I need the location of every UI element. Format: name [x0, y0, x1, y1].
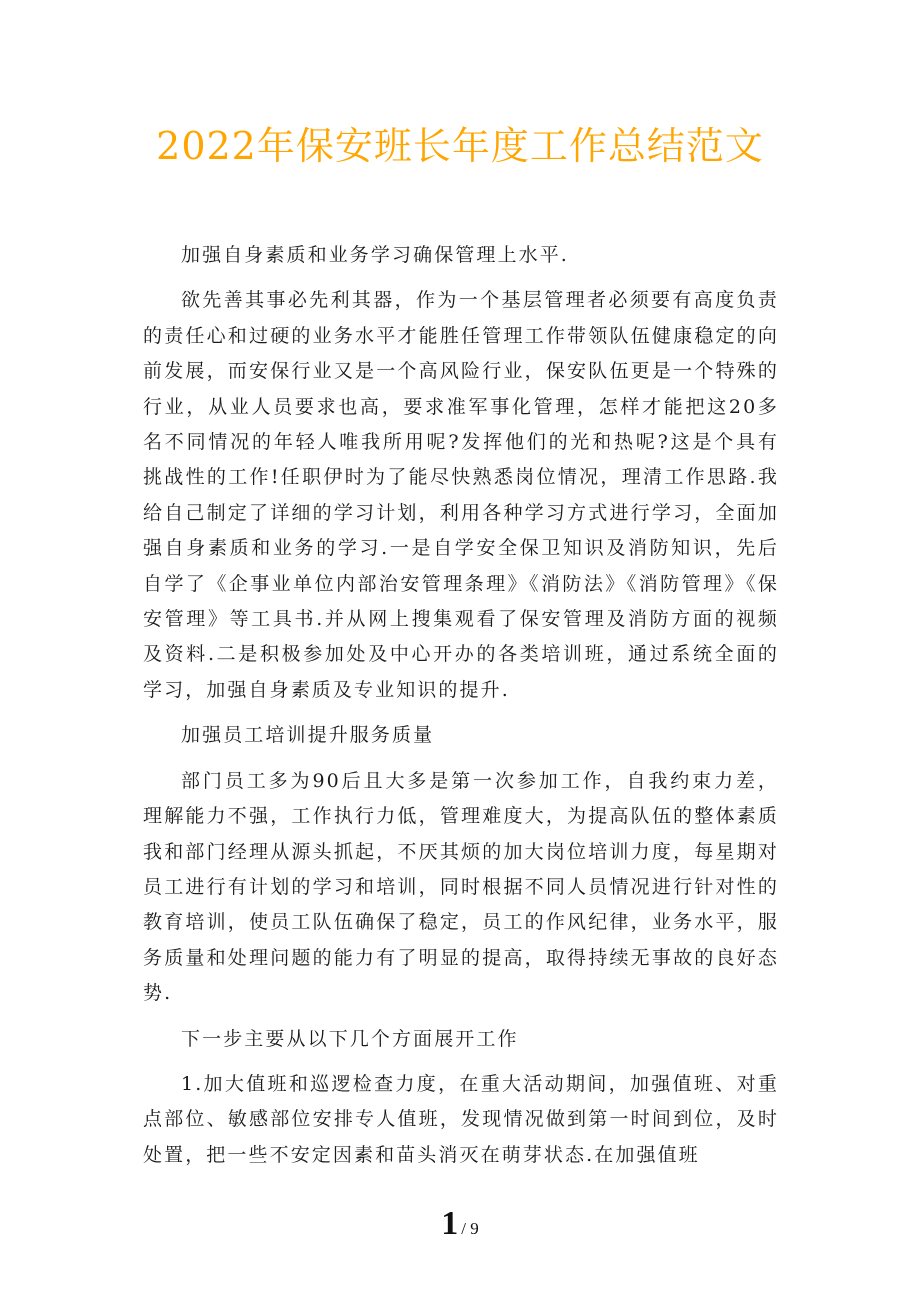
total-pages-label: / 9: [461, 1219, 479, 1238]
paragraph-staff-training: 部门员工多为90后且大多是第一次参加工作，自我约束力差，理解能力不强，工作执行力低，管理难度大，为提高队伍的整体素质我和部门经理从源头抓起，不厌其烦的加大岗位培训力度，每星期对员工进行有计划的学习和培训，同时根据不同人员情况进行针对性的教育培训，使员工队伍确保了稳定，员工的作风纪律，业务水平，服务质量和处理问题的能力有了明显的提高，取得持续无事故的良好态势.: [143, 769, 779, 1005]
document-title: 2022年保安班长年度工作总结范文: [156, 124, 764, 168]
paragraph-self-study: 欲先善其事必先利其器，作为一个基层管理者必须要有高度负责的责任心和过硬的业务水平才能胜任管理工作带领队伍健康稳定的向前发展，而安保行业又是一个高风险行业，保安队伍更是一个特殊的行业，从业人员要求也高，要求准军事化管理，怎样才能把这20多名不同情况的年轻人唯我所用呢?发挥他们的光和热呢?这是个具有挑战性的工作!任职伊时为了能尽快熟悉岗位情况，理清工作思路.我给自己制定了详细的学习计划，利用各种学习方式进行学习，全面加强自身素质和业务的学习.一是自学安全保卫知识及消防知识，先后自学了《企事业单位内部治安管理条理》《消防法》《消防管理》《保安管理》等工具书.并从网上搜集观看了保安管理及消防方面的视频及资料.二是积极参加处及中心开办的各类培训班，通过系统全面的学习，加强自身素质及专业知识的提升.: [143, 289, 779, 701]
current-page-number: 1: [441, 1205, 459, 1242]
page-number-footer: [0, 1205, 920, 1243]
section-heading-staff-training: 加强员工培训提升服务质量: [181, 724, 435, 747]
section-heading-next-steps: 下一步主要从以下几个方面展开工作: [181, 1027, 519, 1050]
document-body: [143, 238, 779, 1183]
paragraph-next-steps-item-1: 1.加大值班和巡逻检查力度，在重大活动期间，加强值班、对重点部位、敏感部位安排专人值班，发现情况做到第一时间到位，及时处置，把一些不安定因素和苗头消灭在萌芽状态.在加强值班: [143, 1072, 779, 1166]
section-heading-self-study: 加强自身素质和业务学习确保管理上水平.: [181, 244, 569, 266]
